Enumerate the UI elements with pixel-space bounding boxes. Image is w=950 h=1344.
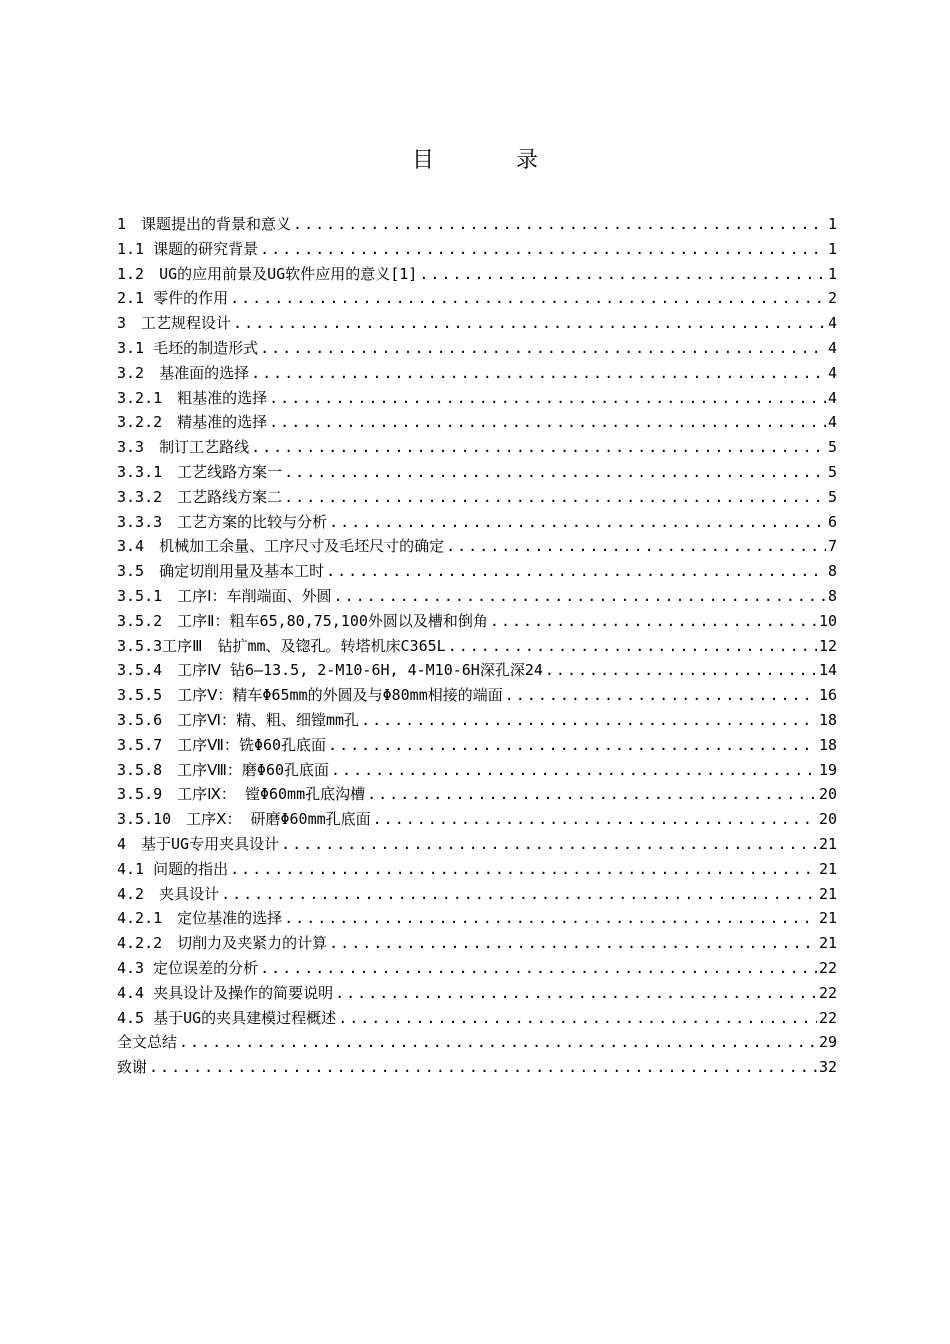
toc-entry[interactable] bbox=[117, 857, 837, 882]
toc-entry-label: 4 基于UG专用夹具设计 bbox=[117, 834, 280, 853]
table-of-contents bbox=[117, 212, 837, 1080]
toc-entry-label: 3.5.6 工序Ⅵ：精、粗、细镗mm孔 bbox=[117, 710, 360, 729]
toc-page-number: 5 bbox=[827, 438, 837, 457]
toc-dot-leader bbox=[505, 683, 817, 708]
toc-page-number: 14 bbox=[818, 661, 837, 680]
toc-entry[interactable] bbox=[117, 361, 837, 386]
toc-dot-leader bbox=[326, 559, 826, 584]
toc-dot-leader bbox=[260, 237, 826, 262]
toc-entry[interactable] bbox=[117, 882, 837, 907]
toc-page-number: 22 bbox=[818, 983, 837, 1002]
toc-entry[interactable] bbox=[117, 956, 837, 981]
toc-dot-leader bbox=[179, 1030, 817, 1055]
toc-dot-leader bbox=[230, 286, 826, 311]
toc-page-number: 21 bbox=[818, 934, 837, 953]
toc-entry[interactable] bbox=[117, 832, 837, 857]
toc-entry[interactable] bbox=[117, 584, 837, 609]
toc-entry[interactable] bbox=[117, 386, 837, 411]
toc-page-number: 29 bbox=[818, 1033, 837, 1052]
toc-entry[interactable] bbox=[117, 1006, 837, 1031]
toc-entry-label: 3.5.4 工序Ⅳ 钻6—13.5, 2-M10-6H, 4-M10-6H深孔深24 bbox=[117, 661, 543, 680]
toc-entry[interactable] bbox=[117, 435, 837, 460]
toc-dot-leader bbox=[361, 708, 817, 733]
toc-dot-leader bbox=[269, 410, 826, 435]
toc-entry[interactable] bbox=[117, 1030, 837, 1055]
toc-dot-leader bbox=[260, 336, 826, 361]
toc-dot-leader bbox=[490, 609, 817, 634]
toc-entry-label: 3.2.1 粗基准的选择 bbox=[117, 388, 268, 407]
toc-dot-leader bbox=[221, 882, 817, 907]
toc-dot-leader bbox=[284, 906, 817, 931]
toc-page-number: 18 bbox=[818, 735, 837, 754]
toc-entry-label: 4.3 定位误差的分析 bbox=[117, 958, 259, 977]
toc-dot-leader bbox=[293, 212, 826, 237]
toc-entry-label: 1.2 UG的应用前景及UG软件应用的意义[1] bbox=[117, 264, 418, 283]
toc-entry-label: 3.2.2 精基准的选择 bbox=[117, 413, 268, 432]
toc-dot-leader bbox=[284, 485, 826, 510]
toc-entry[interactable] bbox=[117, 212, 837, 237]
toc-page-number: 1 bbox=[827, 239, 837, 258]
toc-page-number: 8 bbox=[827, 562, 837, 581]
toc-page-number: 8 bbox=[827, 586, 837, 605]
toc-entry-label: 4.2.1 定位基准的选择 bbox=[117, 909, 283, 928]
toc-dot-leader bbox=[448, 634, 817, 659]
toc-entry[interactable] bbox=[117, 931, 837, 956]
toc-dot-leader bbox=[367, 782, 817, 807]
toc-dot-leader bbox=[230, 857, 817, 882]
toc-entry-label: 3.3.2 工艺路线方案二 bbox=[117, 487, 283, 506]
toc-entry-label: 3.5.10 工序Ⅹ： 研磨Φ60mm孔底面 bbox=[117, 810, 371, 829]
toc-entry[interactable] bbox=[117, 237, 837, 262]
toc-entry[interactable] bbox=[117, 981, 837, 1006]
toc-entry[interactable] bbox=[117, 708, 837, 733]
toc-entry[interactable] bbox=[117, 807, 837, 832]
toc-dot-leader bbox=[281, 832, 817, 857]
toc-dot-leader bbox=[331, 758, 817, 783]
toc-entry[interactable] bbox=[117, 1055, 837, 1080]
toc-entry-label: 3.3.3 工艺方案的比较与分析 bbox=[117, 512, 328, 531]
toc-page-number: 21 bbox=[818, 834, 837, 853]
toc-entry-label: 3.5.7 工序Ⅶ：铣Φ60孔底面 bbox=[117, 735, 327, 754]
toc-page-number: 16 bbox=[818, 686, 837, 705]
toc-entry[interactable] bbox=[117, 733, 837, 758]
toc-page-number: 21 bbox=[818, 859, 837, 878]
toc-dot-leader bbox=[446, 534, 826, 559]
toc-page-number: 4 bbox=[827, 388, 837, 407]
toc-entry[interactable] bbox=[117, 658, 837, 683]
toc-page-number: 4 bbox=[827, 314, 837, 333]
toc-entry-label: 3.5.1 工序Ⅰ：车削端面、外圆 bbox=[117, 586, 332, 605]
toc-page-number: 7 bbox=[827, 537, 837, 556]
toc-page-number: 22 bbox=[818, 958, 837, 977]
toc-dot-leader bbox=[335, 981, 817, 1006]
toc-entry[interactable] bbox=[117, 683, 837, 708]
toc-dot-leader bbox=[373, 807, 817, 832]
toc-dot-leader bbox=[329, 510, 826, 535]
page-title: 目 录 bbox=[411, 148, 568, 173]
toc-entry-label: 3.5.2 工序Ⅱ：粗车65,80,75,100外圆以及槽和倒角 bbox=[117, 611, 488, 630]
toc-entry[interactable] bbox=[117, 286, 837, 311]
toc-entry[interactable] bbox=[117, 758, 837, 783]
toc-page-number: 4 bbox=[827, 338, 837, 357]
toc-page-number: 18 bbox=[818, 710, 837, 729]
toc-page-number: 12 bbox=[818, 636, 837, 655]
toc-dot-leader bbox=[233, 311, 826, 336]
toc-entry[interactable] bbox=[117, 410, 837, 435]
toc-page-number: 20 bbox=[818, 785, 837, 804]
toc-page-number: 6 bbox=[827, 512, 837, 531]
toc-dot-leader bbox=[545, 658, 817, 683]
toc-entry-label: 3.4 机械加工余量、工序尺寸及毛坯尺寸的确定 bbox=[117, 537, 445, 556]
toc-entry-label: 1 课题提出的背景和意义 bbox=[117, 215, 292, 233]
toc-page-number: 10 bbox=[818, 611, 837, 630]
toc-page-number: 5 bbox=[827, 487, 837, 506]
toc-entry-label: 3 工艺规程设计 bbox=[117, 314, 232, 333]
toc-dot-leader bbox=[284, 460, 826, 485]
toc-page-number: 32 bbox=[818, 1058, 837, 1077]
toc-entry-label: 1.1 课题的研究背景 bbox=[117, 239, 259, 258]
toc-dot-leader bbox=[149, 1055, 817, 1080]
toc-entry-label: 3.3.1 工艺线路方案一 bbox=[117, 462, 283, 481]
toc-page-number: 21 bbox=[818, 884, 837, 903]
toc-page-number: 22 bbox=[818, 1008, 837, 1027]
toc-page-number: 5 bbox=[827, 462, 837, 481]
toc-entry-label: 3.5 确定切削用量及基本工时 bbox=[117, 562, 325, 581]
toc-entry-label: 全文总结 bbox=[117, 1033, 178, 1052]
toc-page-number: 21 bbox=[818, 909, 837, 928]
toc-dot-leader bbox=[251, 435, 826, 460]
toc-entry[interactable] bbox=[117, 534, 837, 559]
toc-page-number: 1 bbox=[827, 264, 837, 283]
toc-entry[interactable] bbox=[117, 510, 837, 535]
toc-dot-leader bbox=[260, 956, 817, 981]
toc-dot-leader bbox=[338, 1006, 817, 1031]
toc-entry[interactable] bbox=[117, 262, 837, 287]
toc-entry-label: 2.1 零件的作用 bbox=[117, 289, 229, 308]
toc-entry-label: 致谢 bbox=[117, 1058, 148, 1077]
toc-entry-label: 4.4 夹具设计及操作的简要说明 bbox=[117, 983, 334, 1002]
toc-dot-leader bbox=[329, 931, 817, 956]
toc-entry[interactable] bbox=[117, 906, 837, 931]
toc-dot-leader bbox=[328, 733, 817, 758]
toc-entry-label: 3.2 基准面的选择 bbox=[117, 363, 250, 382]
toc-entry[interactable] bbox=[117, 559, 837, 584]
toc-dot-leader bbox=[269, 386, 826, 411]
toc-entry[interactable] bbox=[117, 782, 837, 807]
toc-page-number: 1 bbox=[827, 215, 837, 233]
toc-entry-label: 3.3 制订工艺路线 bbox=[117, 438, 250, 457]
toc-entry[interactable] bbox=[117, 634, 837, 659]
toc-entry-label: 4.1 问题的指出 bbox=[117, 859, 229, 878]
toc-entry-label: 3.5.8 工序Ⅷ：磨Φ60孔底面 bbox=[117, 760, 330, 779]
toc-page-number: 2 bbox=[827, 289, 837, 308]
toc-entry-label: 3.5.3工序Ⅲ 钻扩mm、及锪孔。转塔机床C365L bbox=[117, 636, 446, 655]
toc-dot-leader bbox=[251, 361, 826, 386]
toc-entry[interactable] bbox=[117, 336, 837, 361]
toc-entry[interactable] bbox=[117, 485, 837, 510]
toc-page-number: 19 bbox=[818, 760, 837, 779]
toc-entry[interactable] bbox=[117, 311, 837, 336]
toc-entry-label: 4.2 夹具设计 bbox=[117, 884, 220, 903]
toc-dot-leader bbox=[334, 584, 826, 609]
toc-entry-label: 3.5.5 工序Ⅴ：精车Φ65mm的外圆及与Φ80mm相接的端面 bbox=[117, 686, 503, 705]
toc-page-number: 20 bbox=[818, 810, 837, 829]
toc-page-number: 4 bbox=[827, 413, 837, 432]
toc-entry-label: 4.2.2 切削力及夹紧力的计算 bbox=[117, 934, 328, 953]
toc-entry-label: 3.5.9 工序Ⅸ： 镗Φ60mm孔底沟槽 bbox=[117, 785, 366, 804]
toc-entry[interactable] bbox=[117, 609, 837, 634]
toc-entry-label: 4.5 基于UG的夹具建模过程概述 bbox=[117, 1008, 337, 1027]
toc-page-number: 4 bbox=[827, 363, 837, 382]
toc-entry-label: 3.1 毛坯的制造形式 bbox=[117, 338, 259, 357]
toc-dot-leader bbox=[419, 262, 826, 287]
toc-entry[interactable] bbox=[117, 460, 837, 485]
